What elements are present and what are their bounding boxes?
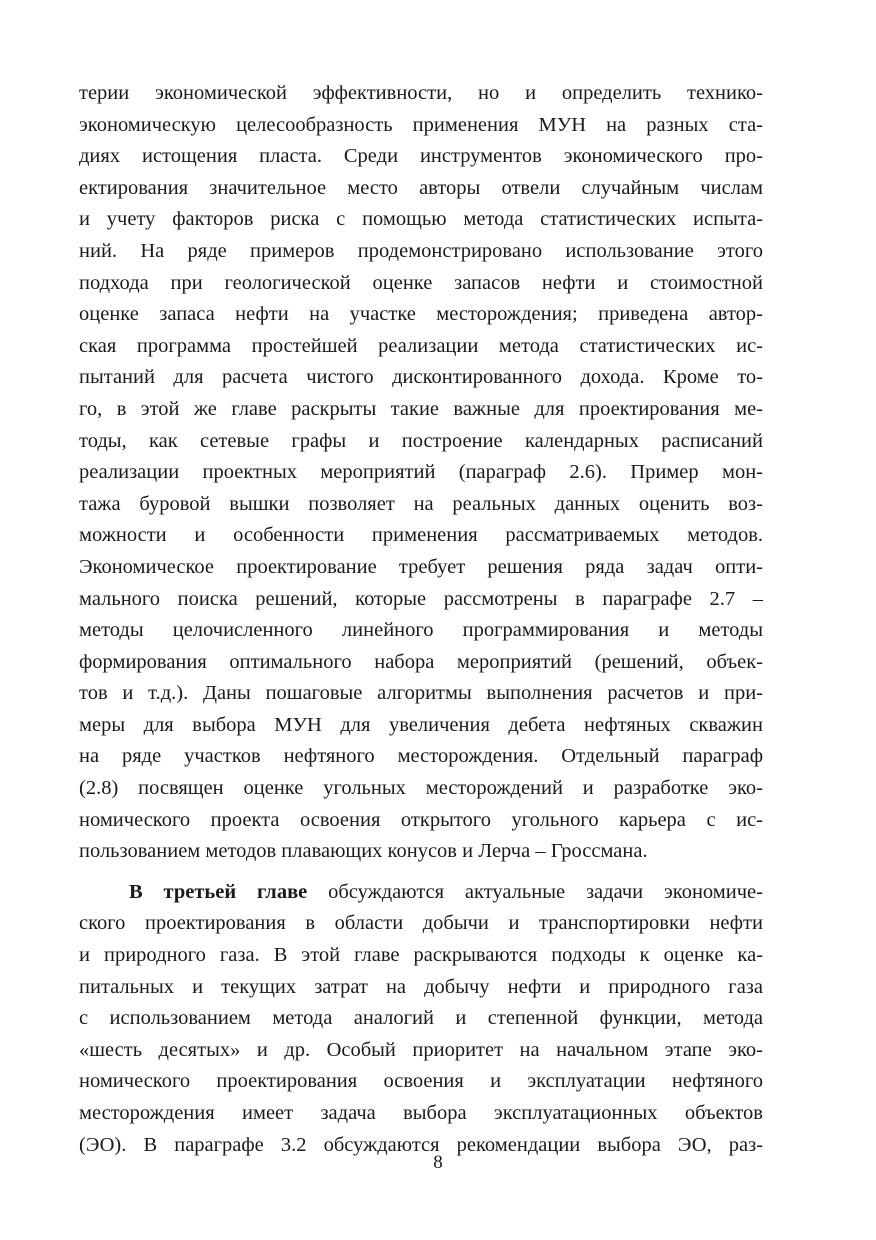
- text-line: диях истощения пласта. Среди инструментов экономического про-: [79, 145, 763, 168]
- text-line: пытаний для расчета чистого дисконтированного дохода. Кроме то-: [79, 366, 763, 389]
- text-line: ний. На ряде примеров продемонстрировано использование этого: [79, 239, 763, 262]
- text-line: терии экономической эффективности, но и определить технико-: [79, 82, 763, 104]
- chapter-3-lead: В третьей главе: [129, 880, 308, 903]
- text-line: с использованием метода аналогий и степенной функции, метода: [79, 1007, 763, 1030]
- text-line: (ЭО). В параграфе 3.2 обсуждаются рекомендации выбора ЭО, раз-: [79, 1133, 763, 1156]
- text-line: ского проектирования в области добычи и транспортировки нефти: [79, 912, 763, 935]
- text-line: Экономическое проектирование требует решения ряда задач опти-: [79, 555, 763, 578]
- text-line: реализации проектных мероприятий (параграф 2.6). Пример мон-: [79, 461, 763, 484]
- text-line: можности и особенности применения рассматриваемых методов.: [79, 524, 763, 547]
- text-line: экономическую целесообразность применения МУН на разных ста-: [79, 113, 763, 136]
- text-line: (2.8) посвящен оценке угольных месторождений и разработке эко-: [79, 777, 763, 800]
- page-body: [79, 78, 763, 1161]
- text-line: номического проектирования освоения и эксплуатации нефтяного: [79, 1070, 763, 1093]
- text-line: на ряде участков нефтяного месторождения. Отдельный параграф: [79, 745, 763, 768]
- text-line: го, в этой же главе раскрыты такие важные для проектирования ме-: [79, 397, 763, 420]
- text-line: и природного газа. В этой главе раскрываются подходы к оценке ка-: [79, 944, 763, 967]
- text-line: ектирования значительное место авторы отвели случайным числам: [79, 176, 763, 199]
- text-line: и учету факторов риска с помощью метода статистических испыта-: [79, 208, 763, 231]
- text-line: питальных и текущих затрат на добычу нефти и природного газа: [79, 975, 763, 998]
- text-line: методы целочисленного линейного программирования и методы: [79, 619, 763, 642]
- text-line: меры для выбора МУН для увеличения дебета нефтяных скважин: [79, 713, 763, 736]
- text-line: тов и т.д.). Даны пошаговые алгоритмы выполнения расчетов и при-: [79, 682, 763, 705]
- text-line: номического проекта освоения открытого угольного карьера с ис-: [79, 808, 763, 831]
- text-line: мального поиска решений, которые рассмотрены в параграфе 2.7 –: [79, 587, 763, 610]
- text-line: формирования оптимального набора мероприятий (решений, объек-: [79, 650, 763, 673]
- text-line: оценке запаса нефти на участке месторождения; приведена автор-: [79, 303, 763, 326]
- text-line: месторождения имеет задача выбора эксплуатационных объектов: [79, 1102, 763, 1124]
- text-line: подхода при геологической оценке запасов нефти и стоимостной: [79, 271, 763, 294]
- text-line: «шесть десятых» и др. Особый приоритет на начальном этапе эко-: [79, 1038, 763, 1061]
- text-run: обсуждаются актуальные задачи экономиче-: [307, 880, 763, 903]
- text-line: пользованием методов плавающих конусов и Лерча – Гроссмана.: [79, 840, 648, 863]
- text-line: тоды, как сетевые графы и построение календарных расписаний: [79, 429, 763, 452]
- paragraph-2: [79, 877, 763, 1161]
- text-line: тажа буровой вышки позволяет на реальных данных оценить воз-: [79, 492, 763, 515]
- page-number: 8: [433, 1152, 443, 1173]
- text-line: [79, 877, 763, 909]
- paragraph-1: [79, 78, 763, 868]
- text-line: ская программа простейшей реализации метода статистических ис-: [79, 334, 763, 357]
